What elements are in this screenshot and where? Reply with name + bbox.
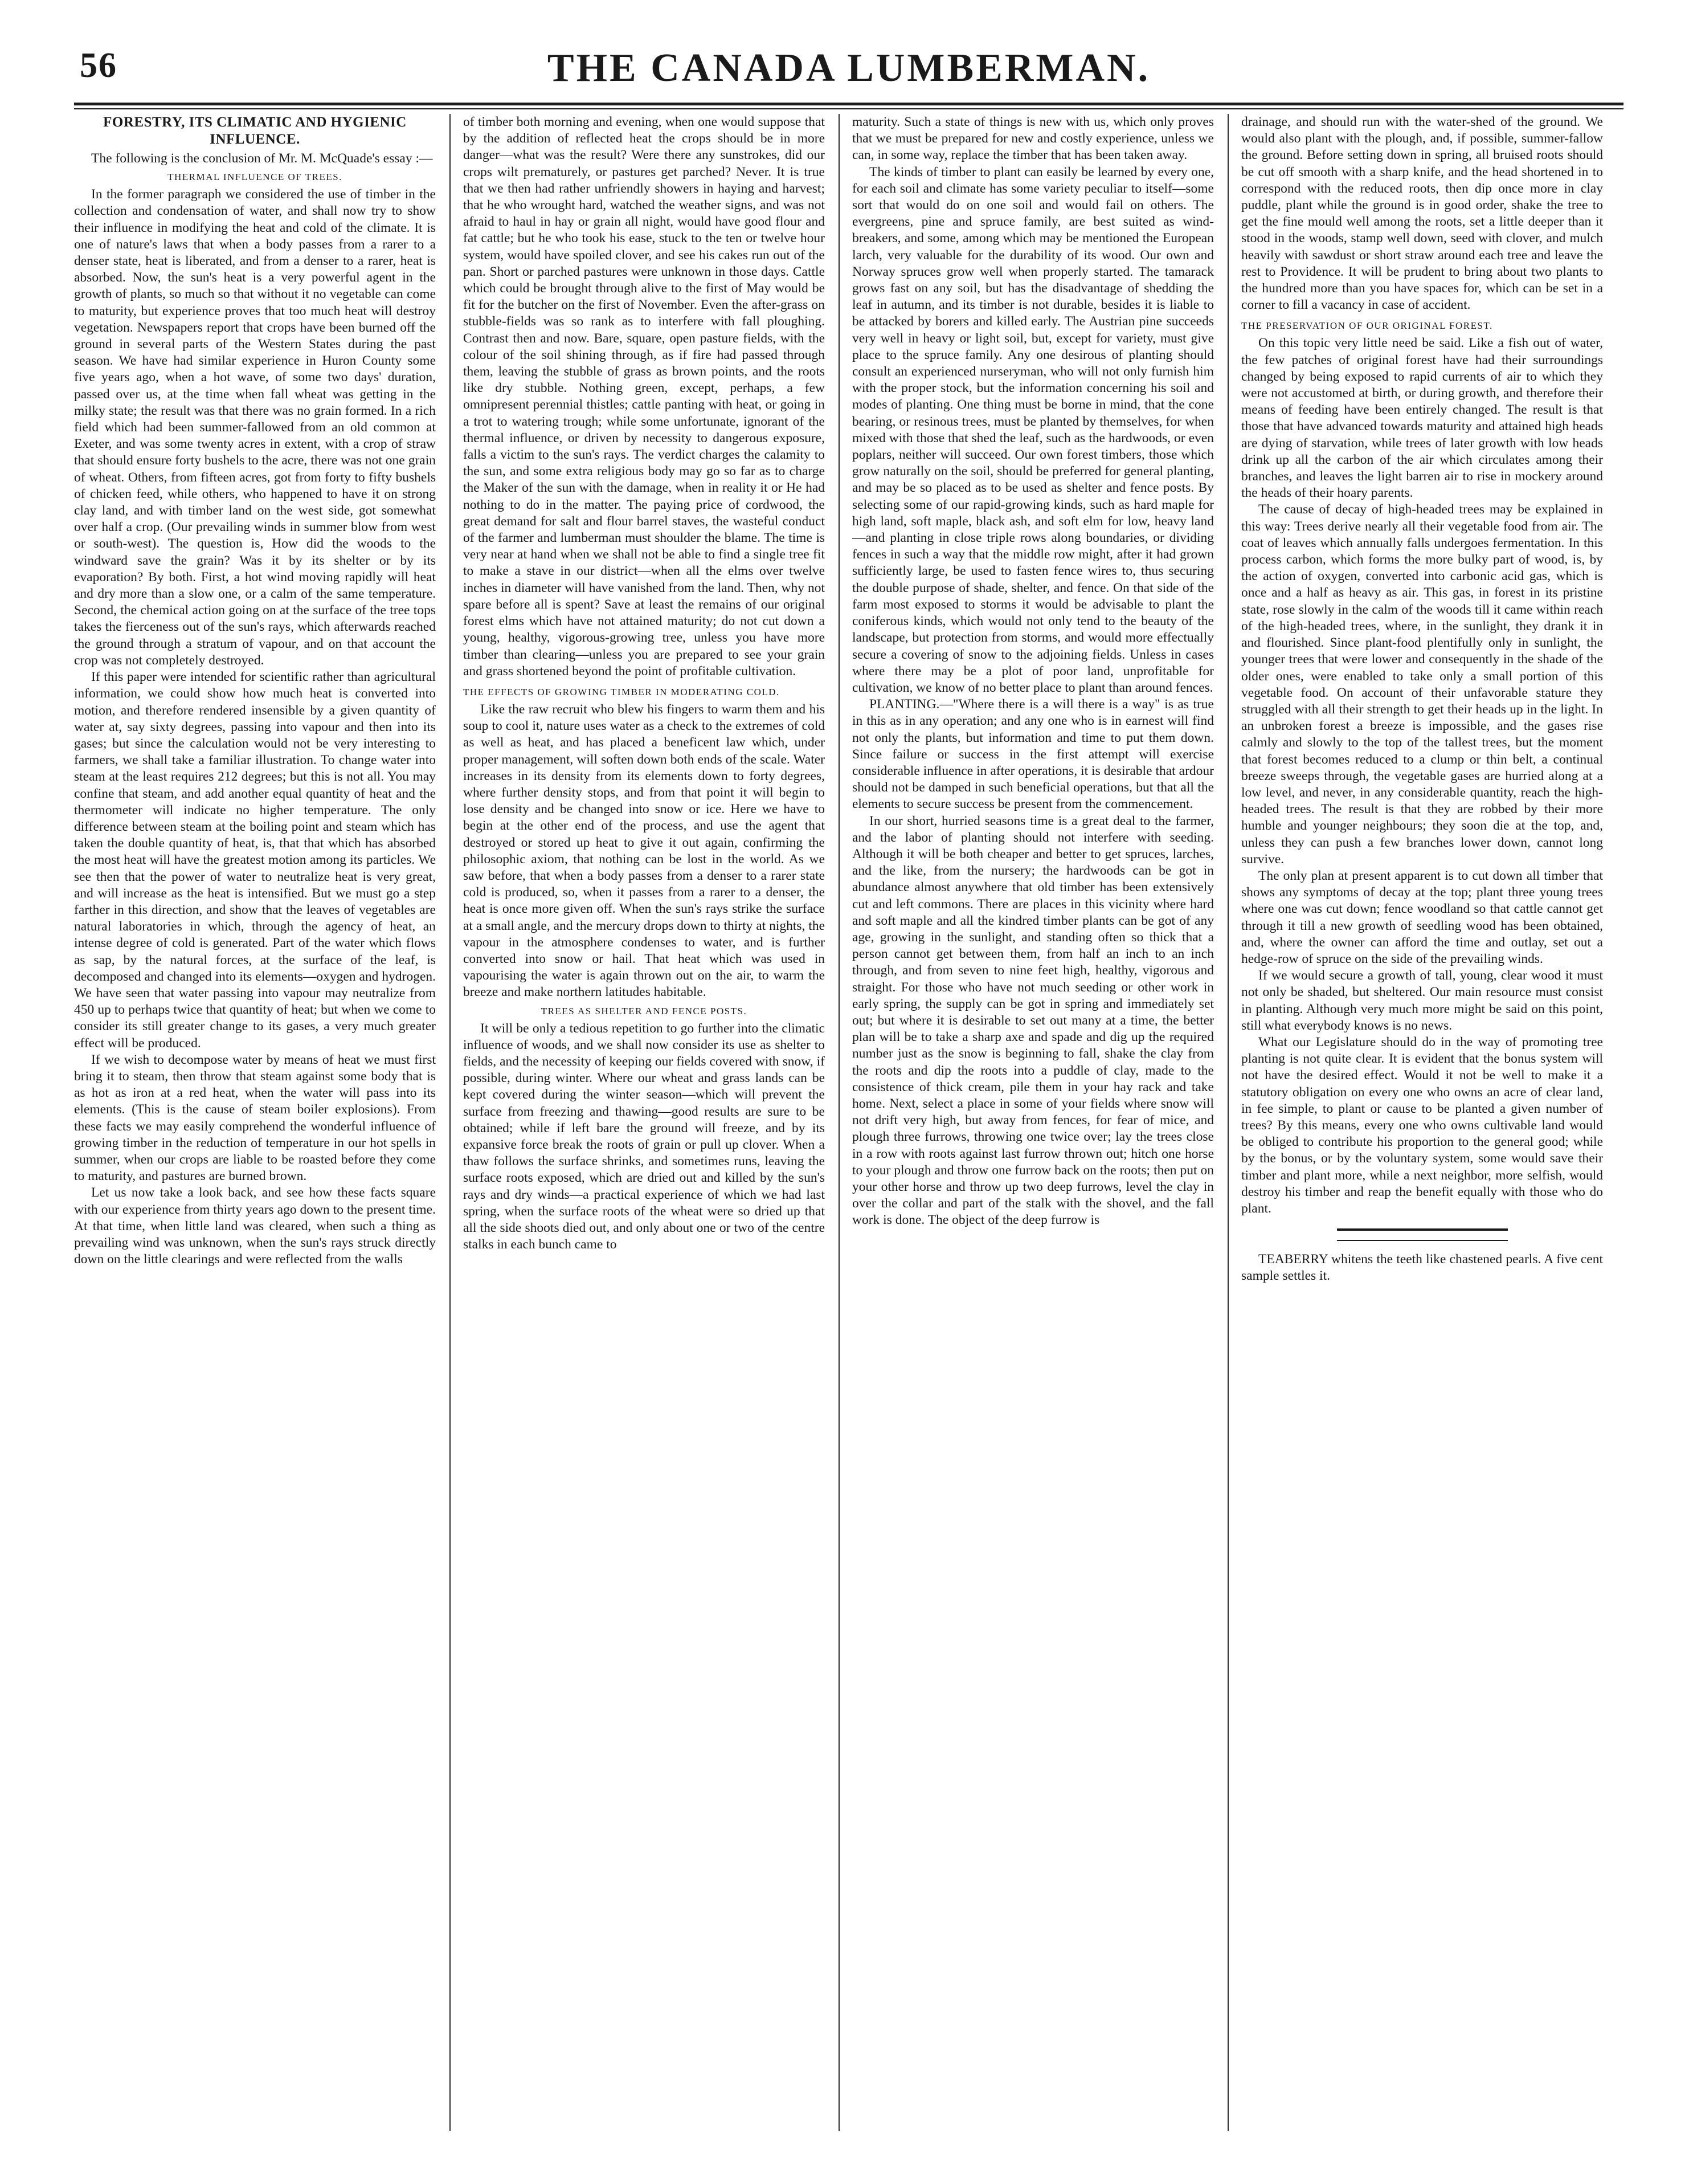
paragraph: Let us now take a look back, and see how these facts square with our experience from thirty years ago down to the present time. At that time, when little land was cleared, when such a thing as prevailing wind was unknown, when the sun's rays struck directly down on the little clearings and were reflected from the walls <box>74 1185 436 1267</box>
paragraph: drainage, and should run with the water-shed of the ground. We would also plant with the plough, and, if possible, summer-fallow the ground. Before setting down in spring, all bruised roots should be cut off smooth with a sharp knife, and the head shortened in to correspond with the reduced roots, then dip once more in clay puddle, plant while the ground is in good order, shake the tree to get the fine mould well among the roots, set a little deeper than it stood in the woods, stamp well down, seed with clover, and mulch heavily with sawdust or short straw around each tree and leave the rest to Providence. It will be prudent to bring about two plants to the hundred more than you have spaces for, which can be set in a corner to fill a vacancy in case of accident. <box>1241 115 1603 313</box>
page-number: 56 <box>80 46 117 85</box>
column-divider <box>839 114 840 2131</box>
column-divider <box>1228 114 1229 2131</box>
paragraph: In our short, hurried seasons time is a great deal to the farmer, and the labor of planting should not interfere with seeding. Although it will be both cheaper and better to get spruces, larches, and the like, from the nursery; the hardwoods can be got in abundance almost anywhere that old timber has been extensively cut and left commons. There are places in this vicinity where hard and soft maple and all the kindred timber plants can be got of any age, growing in the sunlight, and standing often so thick that a person cannot get between them, from half an inch to an inch through, and from seven to nine feet high, healthy, vigorous and straight. For those who have not much seeding or other work in early spring, the supply can be got in spring and immediately set out; but where it is desirable to set out many at a time, the better plan will be to take a sharp axe and spade and dig up the required number just as the snow is beginning to fall, shake the clay from the roots and dip the roots into a puddle of clay, made to the consistence of thick cream, pile them in your hay rack and take home. Next, select a place in some of your fields where snow will not drift very high, but away from fences, for fear of mice, and plough three furrows, throwing one twice over; lay the trees close in a row with roots against last furrow thrown out; hitch one horse to your plough and throw one furrow back on the roots; then put on your other horse and throw up two deep furrows, level the clay in over the collar and part of the stalk with the shovel, and the fall work is done. The object of the deep furrow is <box>852 813 1214 1228</box>
section-heading: THE EFFECTS OF GROWING TIMBER IN MODERATING COLD. <box>463 686 780 697</box>
paragraph: What our Legislature should do in the way of promoting tree planting is not quite clear. It is evident that the bonus system will not have the desired effect. Would it not be well to make it a statutory obligation on every one who owns an acre of clear land, in fee simple, to plant or cause to be planted a given number of trees? By this means, every one who owns cultivable land would be obliged to contribute his proportion to the general good; while by the bonus, or by the voluntary system, some would save their timber and plant more, while a next neighbor, more selfish, would destroy his timber and reap the benefit equally with those who do plant. <box>1241 1034 1603 1216</box>
paragraph: It will be only a tedious repetition to go further into the climatic influence of woods, and we shall now consider its use as shelter to fields, and the necessity of keeping our fields covered with snow, if possible, during winter. Where our wheat and grass lands can be kept covered during the winter season—which will prevent the surface from freezing and thawing—good results are sure to be obtained; while if left bare the ground will freeze, and by its expansive force break the roots of grain or pull up clover. When a thaw follows the surface shrinks, and sometimes runs, leaving the surface roots exposed, which are dried out and killed by the sun's rays and dry winds—a practical experience of which we had last spring, when the surface roots of the wheat were so dried up that all the side shoots died out, and only about one or two of the centre stalks in each bunch came to <box>463 1020 825 1252</box>
paragraph: If we wish to decompose water by means of heat we must first bring it to steam, then throw that steam against some body that is as hot as iron at a red heat, when the water will pass into its elements. (This is the cause of steam boiler explosions). From these facts we may easily comprehend the wonderful influence of growing timber in the reduction of temperature in our hot spells in summer, when our crops are liable to be roasted before they come to maturity, and pastures are burned brown. <box>74 1052 436 1184</box>
section-heading: THERMAL INFLUENCE OF TREES. <box>167 172 342 183</box>
paragraph: PLANTING.—"Where there is a will there is a way" is as true in this as in any operation; and any one who is in earnest will find not only the plants, but information and time to put them down. Since failure or success in the first attempt will exercise considerable influence in after operations, it is desirable that ardour should not be damped in such beneficial operations, but that all the elements to secure success be present from the commencement. <box>852 697 1214 812</box>
column-1 <box>74 114 436 2131</box>
article-title: FORESTRY, ITS CLIMATIC AND HYGIENIC INFLUENCE. <box>103 115 407 147</box>
newspaper-title: THE CANADA LUMBERMAN. <box>547 46 1151 90</box>
masthead-rule <box>74 103 1623 105</box>
paragraph: of timber both morning and evening, when one would suppose that by the addition of reflected heat the crops should be in more danger—what was the result? Were there any sunstrokes, did our crops wilt prematurely, or pastures get parched? Never. It is true that we then had rather unfriendly showers in haying and harvest; that he who wrought hard, watched the weather signs, and was not afraid to haul in hay or grain all night, would have good flour and fat cattle; but he who took his ease, stuck to the ten or twelve hour system, would have spoiled clover, and see his cakes run out of the pan. Short or parched pastures were unknown in those days. Cattle which could be brought through alive to the first of May would be fit for the butcher on the first of November. Even the after-grass on stubble-fields was so rank as to interfere with fall ploughing. Contrast then and now. Bare, square, open pasture fields, with the colour of the soil shining through, as if fire had passed through them, leaving the stubble of grass as brown points, and the roots like dry stubble. Nothing green, except, perhaps, a few omnipresent perennial thistles; cattle panting with heat, or going in a trot to watering trough; while some unfortunate, ignorant of the thermal influence, or driven by necessity to dangerous exposure, falls a victim to the sun's rays. The verdict charges the calamity to the sun, and some extra religious body may go so far as to charge the Maker of the sun with the damage, when in reality it or He had nothing to do in the matter. The paying price of cordwood, the great demand for salt and flour barrel staves, the wasteful conduct of the farmer and lumberman must shoulder the blame. The time is very near at hand when we shall not be able to find a single tree fit to make a stave in our district—when all the elms over twelve inches in diameter will have vanished from the land. Then, why not spare before all is spent? Save at least the remains of our original forest elms which have not attained maturity; do not cut down a young, healthy, vigorous-growing tree, unless you have more timber than clearing—unless you are prepared to see your grain and grass shortened beyond the point of profitable cultivation. <box>463 115 825 679</box>
paragraph: maturity. Such a state of things is new with us, which only proves that we must be prepared for new and costly experience, unless we can, in some way, replace the timber that has been taken away. <box>852 115 1214 163</box>
article-columns <box>74 114 1623 2131</box>
paragraph: In the former paragraph we considered the use of timber in the collection and condensation of water, and shall now try to show their influence in modifying the heat and cold of the climate. It is one of nature's laws that when a body passes from a rarer to a denser state, heat is liberated, and from a denser to a rarer, heat is absorbed. Now, the sun's heat is a very powerful agent in the growth of plants, so much so that without it no vegetable can come to maturity, but experience proves that too much heat will destroy vegetation. Newspapers report that crops have been burned off the ground in several parts of the Western States during the past season. We have had similar experience in Huron County some five years ago, when a hot wave, of some two days' duration, passed over us, at the time when fall wheat was getting in the milky state; the result was that there was no grain formed. In a rich field which had been summer-fallowed from an old common at Exeter, and was some twenty acres in extent, with a crop of straw that should ensure forty bushels to the acre, there was not one grain of wheat. Others, from fifteen acres, got from forty to fifty bushels of chicken feed, while others, who happened to have it on strong clay land, and with timber land on the west side, got somewhat over half a crop. (Our prevailing winds in summer blow from west or south-west). The question is, How did the woods to the windward save the grain? Was it by its shelter or by its evaporation? By both. First, a hot wind moving rapidly will heat and dry more than a slow one, or a calm of the same temperature. Second, the chemical action going on at the surface of the tree tops takes the fierceness out of the sun's rays, which afterwards reached the ground through a stratum of vapour, and on that account the crop was not completely destroyed. <box>74 187 436 668</box>
separator-rule <box>1337 1240 1508 1241</box>
column-3 <box>852 114 1214 2131</box>
masthead <box>74 46 1623 108</box>
paragraph: Like the raw recruit who blew his fingers to warm them and his soup to cool it, nature uses water as a check to the extremes of cold as well as heat, and has placed a beneficent law which, under proper management, will soften down both ends of the scale. Water increases in its density from its elements down to forty degrees, where further density stops, and from that point it will begin to lose density and be changed into snow or ice. Here we have to begin at the other end of the process, and use the agent that destroyed or stored up heat to give it out again, confirming the philosophic axiom, that nothing can be lost in the world. As we saw before, that when a body passes from a denser to a rarer state cold is produced, so, when it passes from a rarer to a denser, the heat is once more given off. When the sun's rays strike the surface at a small angle, and the mercury drops down to thirty at nights, the vapour in the atmosphere condenses to water, and is further converted into snow or hail. That heat which was used in vapourising the water is again thrown out on the air, to warm the breeze and make northern latitudes habitable. <box>463 701 825 1000</box>
paragraph: The cause of decay of high-headed trees may be explained in this way: Trees derive nearly all their vegetable food from air. The coat of leaves which annually falls undergoes fermentation. In this process carbon, which forms the more bulky part of wood, is, by the action of oxygen, converted into carbonic acid gas, which is once and a half as heavy as air. This gas, in forest in its pristine state, rose slowly in the calm of the woods till it came within reach of the high-headed trees, where, in the sunlight, they drank it in and flourished. Since plant-food plentifully only in sunlight, the younger trees that were lower and consequently in the shade of the older ones, were enabled to take only a small portion of this vegetable food. On account of their unfavorable stature they struggled with all their strength to get their heads up in the light. In an unbroken forest a breeze is impossible, and the gases rise calmly and slowly to the top of the tallest trees, but the moment that forest becomes reduced to a clump or thin belt, a continual breeze sweeps through, the vegetable gases are hurried along at a low level, and never, in any considerable quantity, reach the high-headed trees. The result is that they are robbed by their more humble and younger neighbours; they soon die at the top, and, unless they can push a few branches lower down, cannot long survive. <box>1241 502 1603 867</box>
paragraph: On this topic very little need be said. Like a fish out of water, the few patches of original forest have had their surroundings changed by being exposed to rapid currents of air to which they were not accustomed at birth, or during growth, and therefore their means of feeding have been entirely changed. The result is that those that have advanced towards maturity and attained high heads are dying of starvation, while trees of later growth with low heads drink up all the carbon of the air which circulates among their branches, and leaves the light barren air to rise in mockery around the heads of their hoary parents. <box>1241 336 1603 501</box>
masthead-rule-thin <box>74 108 1623 109</box>
article-intro: The following is the conclusion of Mr. M. McQuade's essay :— <box>91 151 433 166</box>
advertisement: TEABERRY whitens the teeth like chastened pearls. A five cent sample settles it. <box>1241 1252 1603 1284</box>
column-2 <box>463 114 825 2131</box>
section-heading: TREES AS SHELTER AND FENCE POSTS. <box>541 1005 747 1017</box>
column-divider <box>449 114 451 2131</box>
section-heading: THE PRESERVATION OF OUR ORIGINAL FOREST. <box>1241 320 1493 332</box>
column-4 <box>1241 114 1603 2131</box>
separator-rule <box>1337 1228 1508 1231</box>
paragraph: If we would secure a growth of tall, young, clear wood it must not only be shaded, but sheltered. Our main resource must consist in planting. Although very much more might be said on this point, still what everybody knows is no news. <box>1241 968 1603 1033</box>
paragraph: The kinds of timber to plant can easily be learned by every one, for each soil and climate has some variety peculiar to itself—some sort that would do on one soil and would fail on others. The evergreens, pine and spruce family, are best suited as wind-breakers, and some, among which may be mentioned the European larch, very valuable for the durability of its wood. Our own and Norway spruces grow well when properly started. The tamarack grows fast on any soil, but has the disadvantage of shedding the leaf in autumn, and its timber is not durable, besides it is liable to be attacked by borers and killed early. The Austrian pine succeeds very well in heavy or light soil, but, except for variety, must give place to the spruce family. Any one desirous of planting should consult an experienced nurseryman, who will not only furnish him with the proper stock, but the information concerning his soil and modes of planting. One thing must be borne in mind, that the cone bearing, or resinous trees, must be planted by themselves, for when mixed with those that shed the leaf, such as the hardwoods, or even poplars, neither will succeed. Our own forest timbers, those which grow naturally on the soil, should be preferred for general planting, and may be so placed as to be used as shelter and fence posts. By selecting some of our rapid-growing kinds, such as hard maple for high land, soft maple, black ash, and soft elm for low, heavy land—and planting in close triple rows along boundaries, or dividing fences in such a way that the middle row might, after it had grown sufficiently large, be used to fasten fence wires to, thus securing the double purpose of shade, shelter, and fence. On that side of the farm most exposed to storms it would be advisable to plant the coniferous kinds, which would not only tend to the beauty of the landscape, but protection from storms, and would more effectually secure a covering of snow to the adjoining fields. Unless in cases where there may be a plot of poor land, unprofitable for cultivation, we know of no better place to plant than around fences. <box>852 164 1214 695</box>
paragraph: If this paper were intended for scientific rather than agricultural information, we could show how much heat is converted into motion, and therefore rendered insensible by a given quantity of water at, say sixty degrees, passing into vapour and then into its gases; but since the calculation would not be very interesting to farmers, we shall take a familiar illustration. To change water into steam at the least requires 212 degrees; but this is not all. You may confine that steam, and add another equal quantity of heat and the thermometer will indicate no higher temperature. The only difference between steam at the boiling point and steam which has taken the double quantity of heat, is, that that which has absorbed the most heat will have the greatest motion among its particles. We see then that the power of water to neutralize heat is very great, and will increase as the heat is intensified. But we must go a step farther in this direction, and show that the leaves of vegetables are natural laboratories in which, through the agency of heat, an intense degree of cold is generated. Part of the water which flows as sap, by the natural forces, at the surface of the leaf, is decomposed and changed into its elements—oxygen and hydrogen. We have seen that water passing into vapour may neutralize from 450 up to perhaps twice that quantity of heat; but when we come to consider its still greater change to its gases, a very much greater effect will be produced. <box>74 670 436 1051</box>
paragraph: The only plan at present apparent is to cut down all timber that shows any symptoms of decay at the top; plant three young trees where one was cut down; fence woodland so that cattle cannot get through it till a new growth of seedling wood has been obtained, and, where the owner can afford the time and outlay, set out a hedge-row of spruce on the side of the prevailing winds. <box>1241 868 1603 966</box>
newspaper-page <box>74 34 1623 2142</box>
